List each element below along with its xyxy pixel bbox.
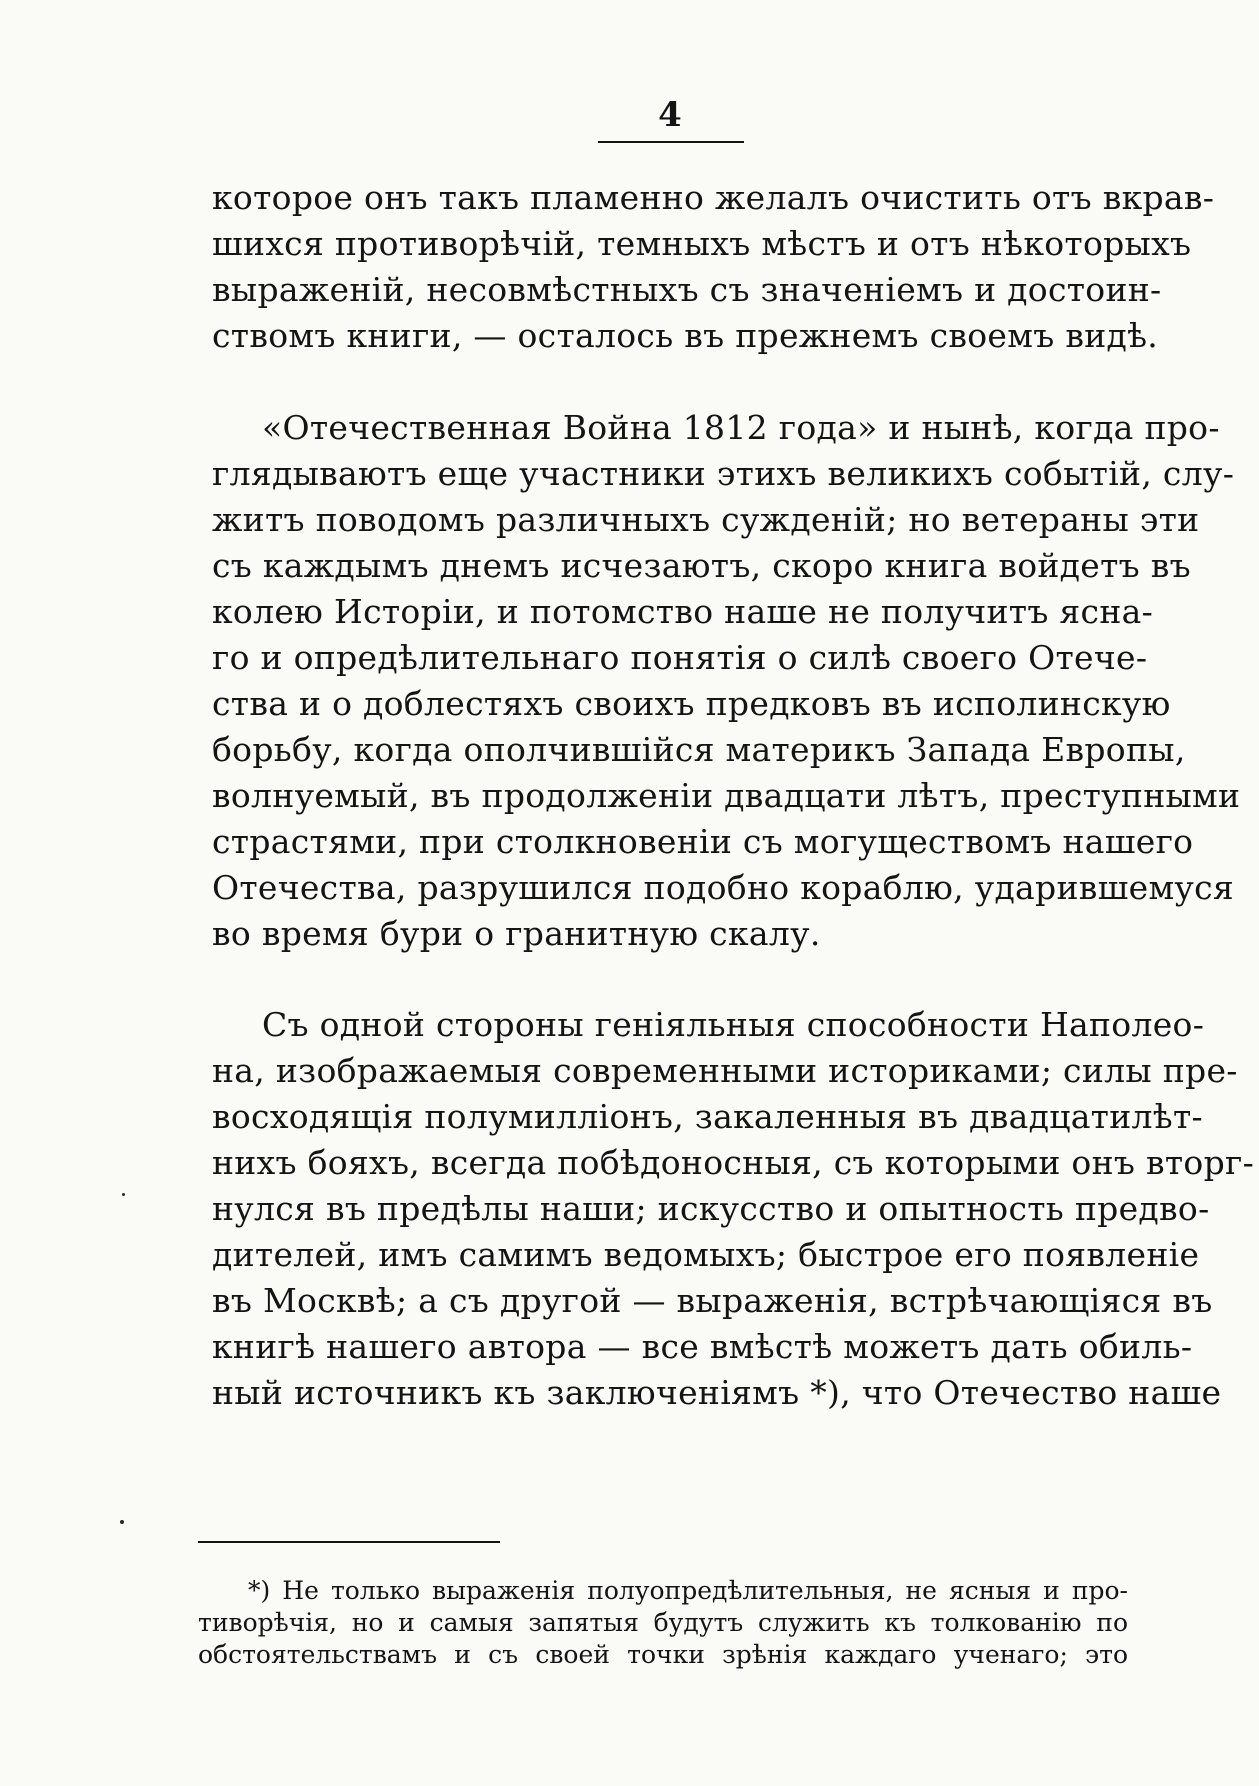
footnote-line: обстоятельствамъ и съ своей точки зрѣнія каждаго ученаго; это bbox=[198, 1640, 1128, 1669]
text-line: Отечества, разрушился подобно кораблю, ударившемуся bbox=[212, 868, 1235, 907]
text-line: ный источникъ къ заключеніямъ *), что Отечество наше bbox=[212, 1373, 1222, 1412]
print-speck bbox=[120, 1520, 124, 1524]
print-speck bbox=[122, 1193, 125, 1196]
text-line: выраженій, несовмѣстныхъ съ значеніемъ и достоин- bbox=[212, 270, 1162, 309]
text-line: ства и о доблестяхъ своихъ предковъ въ исполинскую bbox=[212, 684, 1171, 723]
text-line: нулся въ предѣлы наши; искусство и опытность предво- bbox=[212, 1189, 1210, 1228]
text-line: го и опредѣлительнаго понятія о силѣ своего Отече- bbox=[212, 638, 1148, 677]
text-line: восходящія полумилліонъ, закаленныя въ двадцатилѣт- bbox=[212, 1097, 1204, 1136]
footnote-line: тиворѣчія, но и самыя запятыя будутъ служить къ толкованію по bbox=[198, 1608, 1128, 1637]
text-line: которое онъ такъ пламенно желалъ очистить отъ вкрав- bbox=[212, 178, 1215, 217]
page-number: 4 bbox=[658, 95, 682, 135]
text-line: книгѣ нашего автора — все вмѣстѣ можетъ дать обиль- bbox=[212, 1327, 1193, 1366]
text-line: житъ поводомъ различныхъ сужденій; но ветераны эти bbox=[212, 500, 1200, 539]
text-line: «Отечественная Война 1812 года» и нынѣ, когда про- bbox=[262, 408, 1220, 447]
footnote-line: *) Не только выраженія полуопредѣлительныя, не ясныя и про- bbox=[248, 1576, 1128, 1605]
text-line: ствомъ книги, — осталось въ прежнемъ своемъ видѣ. bbox=[212, 316, 1159, 355]
text-line: на, изображаемыя современными историками; силы пре- bbox=[212, 1051, 1238, 1090]
text-line: колею Исторіи, и потомство наше не получитъ ясна- bbox=[212, 592, 1154, 631]
text-line: Съ одной стороны геніяльныя способности Наполео- bbox=[262, 1005, 1205, 1044]
page-number-rule bbox=[598, 141, 744, 143]
text-line: волнуемый, въ продолженіи двадцати лѣтъ, преступными bbox=[212, 776, 1241, 815]
text-line: глядываютъ еще участники этихъ великихъ событій, слу- bbox=[212, 454, 1235, 493]
text-line: борьбу, когда ополчившійся материкъ Запада Европы, bbox=[212, 730, 1186, 769]
text-line: нихъ бояхъ, всегда побѣдоносныя, съ которыми онъ вторг- bbox=[212, 1143, 1255, 1182]
text-line: во время бури о гранитную скалу. bbox=[212, 914, 821, 953]
text-line: страстями, при столкновеніи съ могуществомъ нашего bbox=[212, 822, 1194, 861]
text-line: въ Москвѣ; а съ другой — выраженія, встрѣчающіяся въ bbox=[212, 1281, 1213, 1320]
footnote-rule bbox=[198, 1541, 500, 1543]
text-line: съ каждымъ днемъ исчезаютъ, скоро книга войдетъ въ bbox=[212, 546, 1191, 585]
text-line: шихся противорѣчій, темныхъ мѣстъ и отъ нѣкоторыхъ bbox=[212, 224, 1192, 263]
text-line: дителей, имъ самимъ ведомыхъ; быстрое его появленіе bbox=[212, 1235, 1200, 1274]
